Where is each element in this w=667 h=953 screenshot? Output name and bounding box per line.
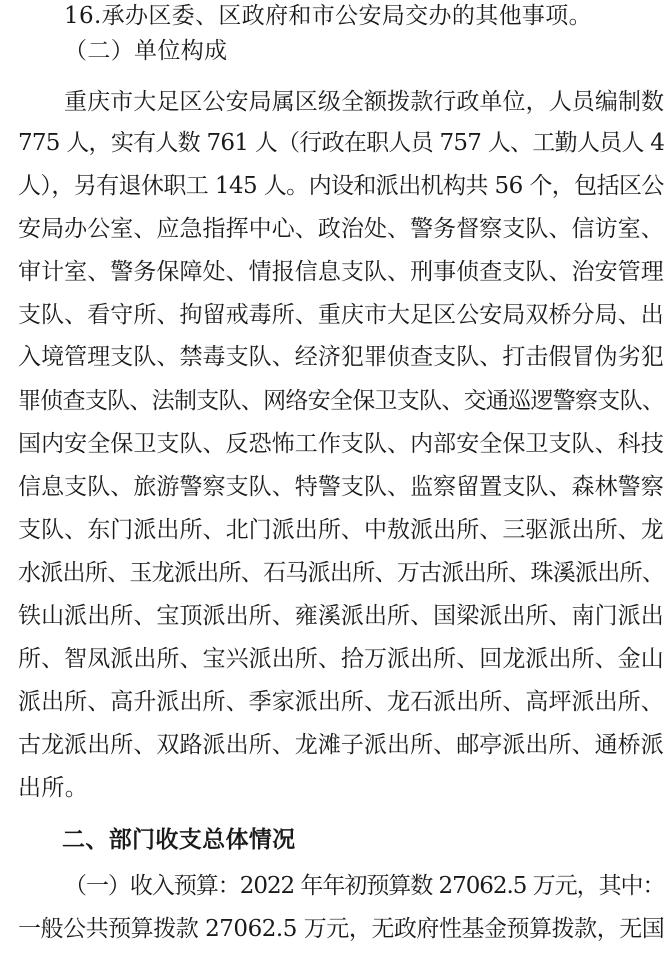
paragraph-line: 审计室、警务保障处、情报信息支队、刑事侦查支队、治安管理: [18, 259, 664, 285]
paragraph-line: 支队、东门派出所、北门派出所、中敖派出所、三驱派出所、龙: [18, 517, 664, 543]
paragraph-line: 罪侦查支队、法制支队、网络安全保卫支队、交通巡逻警察支队、: [18, 388, 665, 414]
subheading-unit-composition: （二）单位构成: [64, 38, 228, 64]
paragraph-line: 775 人，实有人数 761 人（行政在职人员 757 人、工勤人员人 4: [18, 130, 665, 156]
section-heading: 二、部门收支总体情况: [62, 827, 296, 853]
item-16-text: 16.承办区委、区政府和市公安局交办的其他事项。: [64, 3, 592, 29]
paragraph-line: 派出所、高升派出所、季家派出所、龙石派出所、高坪派出所、: [18, 689, 664, 715]
paragraph-line: 铁山派出所、宝顶派出所、雍溪派出所、国梁派出所、南门派出: [18, 603, 664, 629]
paragraph-line: 支队、看守所、拘留戒毒所、重庆市大足区公安局双桥分局、出: [18, 302, 664, 328]
paragraph-line: 人），另有退休职工 145 人。内设和派出机构共 56 个，包括区公: [18, 173, 664, 199]
paragraph-line: 古龙派出所、双路派出所、龙滩子派出所、邮亭派出所、通桥派: [18, 732, 664, 758]
paragraph-line: 水派出所、玉龙派出所、石马派出所、万古派出所、珠溪派出所、: [18, 560, 665, 586]
paragraph-line: 出所。: [18, 775, 89, 801]
paragraph-line: 入境管理支队、禁毒支队、经济犯罪侦查支队、打击假冒伪劣犯: [18, 344, 664, 370]
paragraph-line: 安局办公室、应急指挥中心、政治处、警务督察支队、信访室、: [18, 216, 664, 242]
paragraph-line: 重庆市大足区公安局属区级全额拨款行政单位，人员编制数: [64, 89, 665, 115]
paragraph-line: 信息支队、旅游警察支队、特警支队、监察留置支队、森林警察: [18, 474, 664, 500]
income-budget-line: （一）收入预算：2022 年年初预算数 27062.5 万元，其中：: [64, 873, 665, 899]
paragraph-line: 国内安全保卫支队、反恐怖工作支队、内部安全保卫支队、科技: [18, 431, 664, 457]
paragraph-line: 所、智凤派出所、宝兴派出所、拾万派出所、回龙派出所、金山: [18, 646, 664, 672]
paragraph-line: 一般公共预算拨款 27062.5 万元，无政府性基金预算拨款，无国: [18, 916, 665, 942]
